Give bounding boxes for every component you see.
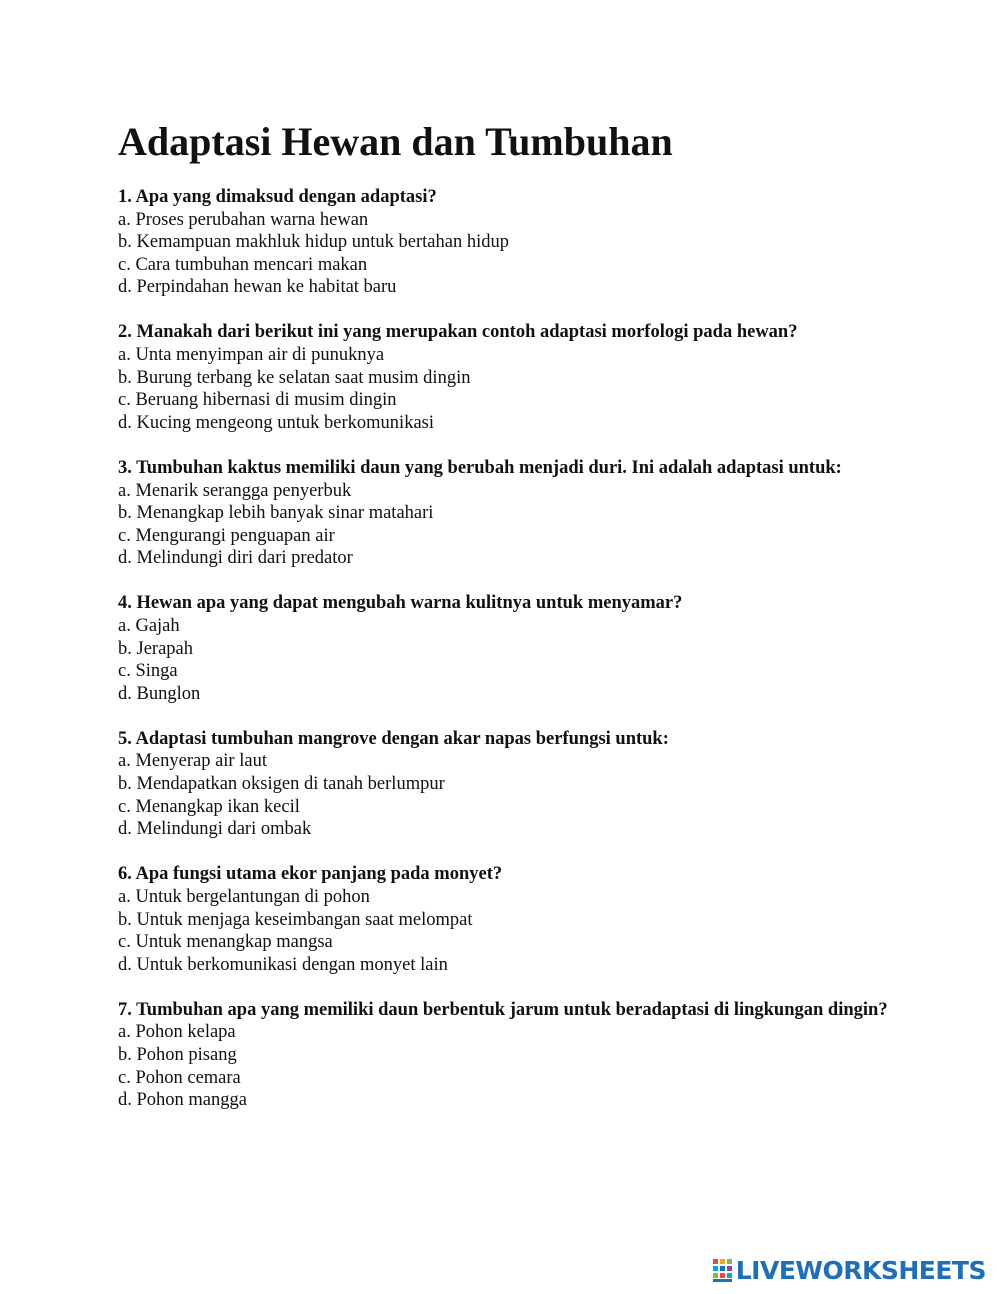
option-d: d. Pohon mangga bbox=[118, 1090, 247, 1111]
option-a: a. Proses perubahan warna hewan bbox=[118, 209, 369, 230]
option-a: a. Menarik serangga penyerbuk bbox=[118, 480, 352, 501]
option-c: c. Beruang hibernasi di musim dingin bbox=[118, 390, 397, 411]
worksheet bbox=[118, 118, 898, 1134]
option-list bbox=[118, 1021, 898, 1111]
option-c: c. Mengurangi penguapan air bbox=[118, 525, 335, 546]
option-list bbox=[118, 480, 898, 570]
option-c: c. Cara tumbuhan mencari makan bbox=[118, 254, 368, 275]
option-b: b. Burung terbang ke selatan saat musim dingin bbox=[118, 367, 471, 388]
option-d: d. Melindungi dari ombak bbox=[118, 819, 312, 840]
option-b: b. Pohon pisang bbox=[118, 1045, 237, 1065]
question-7 bbox=[118, 999, 898, 1112]
question-text: 3. Tumbuhan kaktus memiliki daun yang berubah menjadi duri. Ini adalah adaptasi untuk: bbox=[118, 457, 842, 478]
option-d: d. Untuk berkomunikasi dengan monyet lain bbox=[118, 954, 448, 975]
option-b: b. Untuk menjaga keseimbangan saat melompat bbox=[118, 909, 473, 930]
option-b: b. Menangkap lebih banyak sinar matahari bbox=[118, 503, 434, 524]
question-text: 1. Apa yang dimaksud dengan adaptasi? bbox=[118, 187, 437, 207]
option-a: a. Unta menyimpan air di punuknya bbox=[118, 345, 385, 366]
worksheet-title: Adaptasi Hewan dan Tumbuhan bbox=[118, 119, 673, 164]
question-6 bbox=[118, 863, 898, 976]
question-4 bbox=[118, 592, 898, 705]
option-list bbox=[118, 615, 898, 705]
question-text: 6. Apa fungsi utama ekor panjang pada monyet? bbox=[118, 864, 503, 885]
option-c: c. Untuk menangkap mangsa bbox=[118, 932, 333, 953]
option-c: c. Menangkap ikan kecil bbox=[118, 796, 300, 817]
option-d: d. Kucing mengeong untuk berkomunikasi bbox=[118, 412, 434, 433]
option-list bbox=[118, 344, 898, 434]
option-d: d. Bunglon bbox=[118, 683, 201, 704]
option-b: b. Mendapatkan oksigen di tanah berlumpur bbox=[118, 774, 445, 795]
option-b: b. Kemampuan makhluk hidup untuk bertahan hidup bbox=[118, 232, 509, 253]
question-text: 4. Hewan apa yang dapat mengubah warna kulitnya untuk menyamar? bbox=[118, 593, 683, 614]
option-d: d. Perpindahan hewan ke habitat baru bbox=[118, 277, 397, 298]
option-c: c. Pohon cemara bbox=[118, 1067, 241, 1088]
question-text: 7. Tumbuhan apa yang memiliki daun berbentuk jarum untuk beradaptasi di lingkungan dingin? bbox=[118, 999, 888, 1020]
option-d: d. Melindungi diri dari predator bbox=[118, 548, 353, 569]
question-5 bbox=[118, 728, 898, 841]
liveworksheets-wordmark: LIVEWORKSHEETS bbox=[735, 1256, 986, 1285]
option-a: a. Menyerap air laut bbox=[118, 751, 267, 772]
question-list bbox=[118, 186, 898, 1112]
question-text: 2. Manakah dari berikut ini yang merupakan contoh adaptasi morfologi pada hewan? bbox=[118, 322, 798, 343]
question-2 bbox=[118, 321, 898, 434]
question-3 bbox=[118, 457, 898, 570]
option-a: a. Untuk bergelantungan di pohon bbox=[118, 886, 370, 907]
liveworksheets-logo-icon bbox=[712, 1258, 734, 1284]
option-list bbox=[118, 886, 898, 976]
option-a: a. Pohon kelapa bbox=[118, 1022, 236, 1043]
option-list bbox=[118, 750, 898, 840]
option-b: b. Jerapah bbox=[118, 638, 193, 659]
liveworksheets-brand bbox=[712, 1256, 986, 1286]
option-a: a. Gajah bbox=[118, 616, 180, 636]
option-c: c. Singa bbox=[118, 661, 178, 682]
option-list bbox=[118, 209, 898, 299]
question-1 bbox=[118, 186, 898, 299]
question-text: 5. Adaptasi tumbuhan mangrove dengan akar napas berfungsi untuk: bbox=[118, 728, 669, 749]
